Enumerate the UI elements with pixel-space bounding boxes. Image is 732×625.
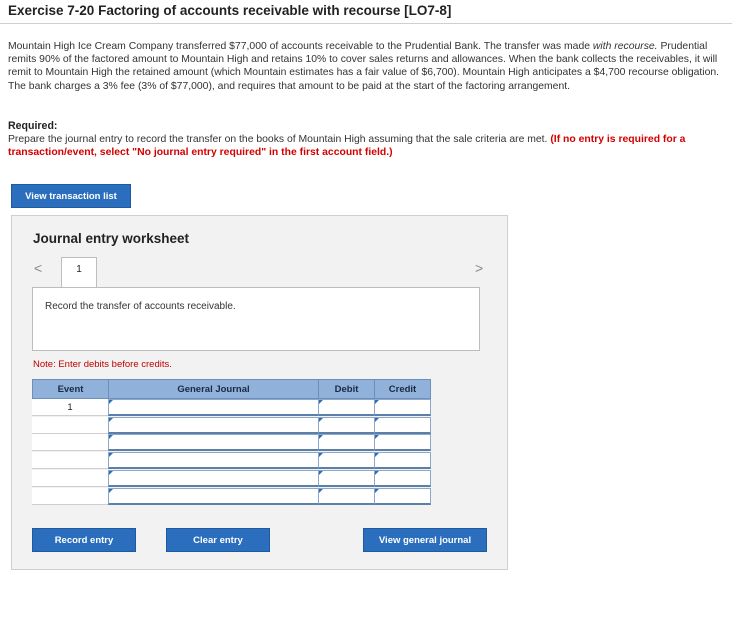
event-cell (32, 417, 108, 434)
debit-field[interactable] (318, 452, 375, 469)
required-red-note: (If no entry is required for a transaction/event, select "No journal entry required" in the first account field.) (8, 134, 686, 159)
problem-statement (8, 40, 720, 93)
entry-instruction: Record the transfer of accounts receivable. (45, 301, 236, 312)
general-journal-field[interactable] (108, 417, 319, 434)
worksheet-title: Journal entry worksheet (33, 231, 190, 246)
event-cell (32, 488, 108, 505)
exercise-title: Exercise 7-20 Factoring of accounts receivable with recourse [LO7-8] (8, 3, 452, 18)
required-text (8, 133, 720, 159)
general-journal-field[interactable] (108, 399, 319, 416)
view-transaction-list-button[interactable]: View transaction list (11, 184, 131, 208)
tab-entry-1[interactable]: 1 (61, 257, 97, 287)
general-journal-field[interactable] (108, 452, 319, 469)
credit-field[interactable] (374, 452, 431, 469)
required-instruction: Prepare the journal entry to record the transfer on the books of Mountain High assuming that the sale criteria are met. (8, 134, 551, 145)
entry-instruction-box (32, 287, 480, 351)
clear-entry-button[interactable]: Clear entry (166, 528, 270, 552)
credit-field[interactable] (374, 470, 431, 487)
event-cell: 1 (32, 399, 108, 416)
debit-field[interactable] (318, 399, 375, 416)
record-entry-button[interactable]: Record entry (32, 528, 136, 552)
title-divider (0, 23, 732, 24)
general-journal-field[interactable] (108, 488, 319, 505)
event-cell (32, 470, 108, 487)
column-header-event: Event (32, 379, 109, 399)
general-journal-field[interactable] (108, 434, 319, 451)
problem-text-italic: with recourse. (592, 41, 658, 52)
debit-field[interactable] (318, 434, 375, 451)
next-arrow-icon[interactable]: > (475, 260, 484, 276)
prev-arrow-icon[interactable]: < (34, 260, 43, 276)
debit-field[interactable] (318, 470, 375, 487)
column-header-credit: Credit (374, 379, 431, 399)
credit-field[interactable] (374, 488, 431, 505)
view-general-journal-button[interactable]: View general journal (363, 528, 487, 552)
problem-text-2: Prudential remits 90% of the factored amount to Mountain High and retains 10% to cover sales returns and allowances. When the bank collects the receivables, it will remit to Mountain High the retained amount (which Mountain estimates has a fair value of $6,700). Mountain High anticipates a $4,700 recourse obligation. The bank charges a 3% fee (3% of $77,000), and requires that amount to be paid at the start of the factoring arrangement. (8, 41, 720, 92)
debit-field[interactable] (318, 417, 375, 434)
credit-field[interactable] (374, 399, 431, 416)
credit-field[interactable] (374, 434, 431, 451)
credit-field[interactable] (374, 417, 431, 434)
event-cell (32, 452, 108, 469)
event-cell (32, 434, 108, 451)
column-header-debit: Debit (318, 379, 375, 399)
column-header-general-journal: General Journal (108, 379, 319, 399)
general-journal-field[interactable] (108, 470, 319, 487)
journal-entry-worksheet (11, 215, 508, 570)
required-heading: Required: (8, 120, 58, 132)
debit-field[interactable] (318, 488, 375, 505)
problem-text-1: Mountain High Ice Cream Company transferred $77,000 of accounts receivable to the Prudential Bank. The transfer was made (8, 41, 593, 52)
debit-credit-note: Note: Enter debits before credits. (33, 359, 172, 370)
